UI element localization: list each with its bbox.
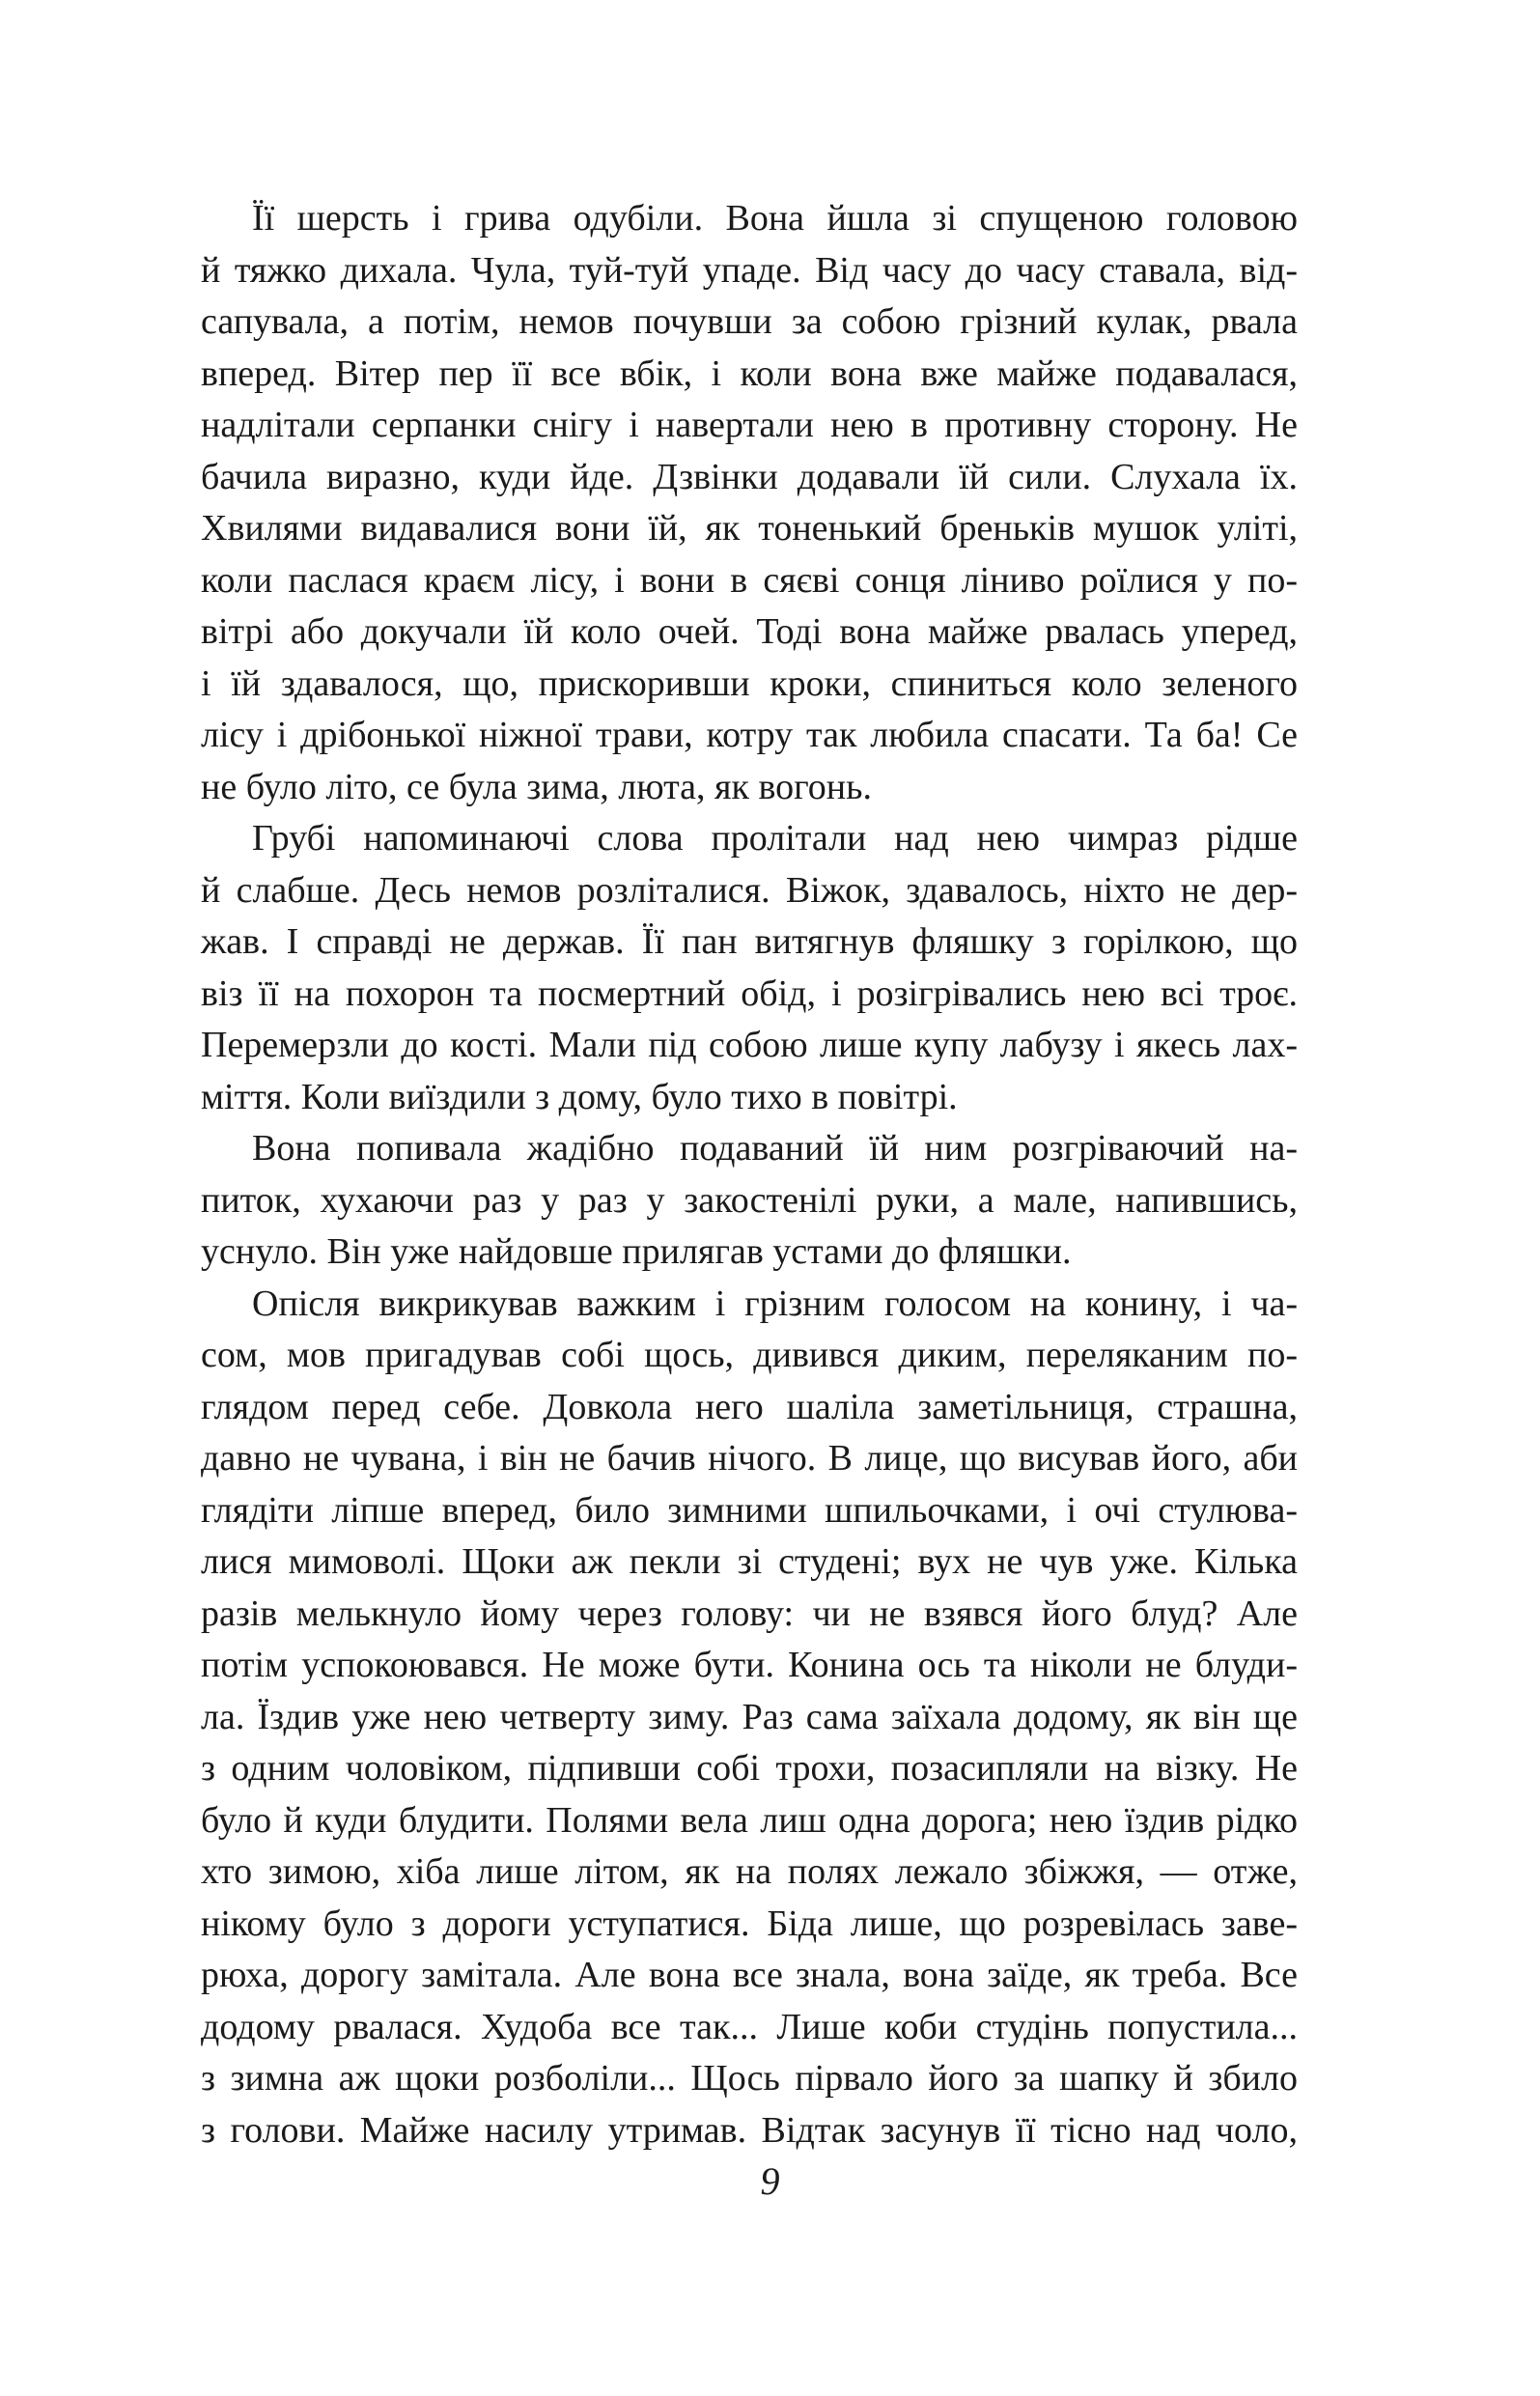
text-line: хто зимою, хіба лише літом, як на полях лежало збіжжя, — отже, xyxy=(201,1851,1298,1892)
text-line: не було літо, се була зима, люта, як вогонь. xyxy=(201,766,872,807)
text-line: ла. Їздив уже нею четверту зиму. Раз сама заїхала додому, як він ще xyxy=(201,1696,1298,1737)
text-line: і їй здавалося, що, прискоривши кроки, спиниться коло зеленого xyxy=(201,662,1298,704)
page-body xyxy=(201,193,1298,2156)
text-line: з одним чоловіком, підпивши собі трохи, позасипляли на візку. Не xyxy=(201,1748,1298,1789)
text-line: Її шерсть і грива одубіли. Вона йшла зі спущеною головою xyxy=(252,198,1298,239)
text-line: лися мимоволі. Щоки аж пекли зі студені; вух не чув уже. Кілька xyxy=(201,1541,1298,1582)
text-line: потім успокоювався. Не може бути. Конина ось та ніколи не блуди- xyxy=(201,1645,1298,1685)
text-line: лісу і дрібонької ніжної трави, котру так любила спасати. Та ба! Се xyxy=(201,715,1298,755)
text-line: додому рвалася. Худоба все так... Лише коби студінь попустила... xyxy=(201,2006,1298,2047)
paragraph-1 xyxy=(201,193,1298,813)
text-line: уснуло. Він уже найдовше прилягав устами до фляшки. xyxy=(201,1231,1072,1272)
text-line: Грубі напоминаючі слова пролітали над нею чимраз рідше xyxy=(252,818,1298,859)
text-line: бачила виразно, куди йде. Дзвінки додавали їй сили. Слухала їх. xyxy=(201,456,1298,497)
paragraph-3 xyxy=(201,1123,1298,1279)
text-line: Хвилями видавалися вони їй, як тоненький бреньків мушок уліті, xyxy=(201,508,1298,549)
text-line: з зимна аж щоки розболіли... Щось пірвало його за шапку й збило xyxy=(201,2058,1298,2099)
text-line: Опісля викрикував важким і грізним голосом на конину, і ча- xyxy=(252,1283,1298,1324)
text-line: сапувала, а потім, немов почувши за собою грізний кулак, рвала xyxy=(201,301,1298,342)
text-line: надлітали серпанки снігу і навертали нею в противну сторону. Не xyxy=(201,405,1298,445)
text-line: нікому було з дороги уступатися. Біда лише, що розревілась заве- xyxy=(201,1903,1298,1944)
text-line: разів мелькнуло йому через голову: чи не взявся його блуд? Але xyxy=(201,1593,1298,1634)
text-line: рюха, дорогу замітала. Але вона все знала, вона заїде, як треба. Все xyxy=(201,1955,1298,1995)
page-number: 9 xyxy=(760,2159,780,2203)
text-line: й тяжко дихала. Чула, туй-туй упаде. Від часу до часу ставала, від- xyxy=(201,249,1298,291)
text-line: вперед. Вітер пер її все вбік, і коли вона вже майже подавалася, xyxy=(201,352,1298,394)
text-line: глядом перед себе. Довкола него шаліла заметільниця, страшна, xyxy=(201,1386,1298,1427)
text-line: жав. І справді не держав. Її пан витягнув фляшку з горілкою, що xyxy=(201,921,1298,962)
text-line: коли паслася краєм лісу, і вони в сяєві сонця ліниво роїлися у по- xyxy=(201,559,1298,601)
text-line: сом, мов пригадував собі щось, дивився диким, переляканим по- xyxy=(201,1335,1298,1375)
paragraph-4 xyxy=(201,1279,1298,2157)
text-line: з голови. Майже насилу утримав. Відтак засунув її тісно над чоло, xyxy=(201,2109,1298,2151)
text-line: вітрі або докучали їй коло очей. Тоді вона майже рвалась уперед, xyxy=(201,611,1298,652)
text-line: було й куди блудити. Полями вела лиш одна дорога; нею їздив рідко xyxy=(201,1799,1298,1841)
text-line: давно не чувана, і він не бачив нічого. В лице, що висував його, аби xyxy=(201,1438,1298,1479)
text-line: й слабше. Десь немов розліталися. Віжок, здавалось, ніхто не дер- xyxy=(201,869,1298,911)
text-line: Вона попивала жадібно подаваний їй ним розгріваючий на- xyxy=(252,1128,1298,1169)
text-line: віз її на похорон та посмертний обід, і розігрівались нею всі троє. xyxy=(201,972,1298,1014)
text-line: Перемерзли до кості. Мали під собою лише купу лабузу і якесь лах- xyxy=(201,1025,1298,1065)
text-line: міття. Коли виїздили з дому, було тихо в повітрі. xyxy=(201,1076,958,1117)
paragraph-2 xyxy=(201,813,1298,1123)
text-line: питок, хухаючи раз у раз у закостенілі руки, а мале, напившись, xyxy=(201,1179,1298,1221)
text-line: глядіти ліпше вперед, било зимними шпильочками, і очі стулюва- xyxy=(201,1489,1298,1531)
